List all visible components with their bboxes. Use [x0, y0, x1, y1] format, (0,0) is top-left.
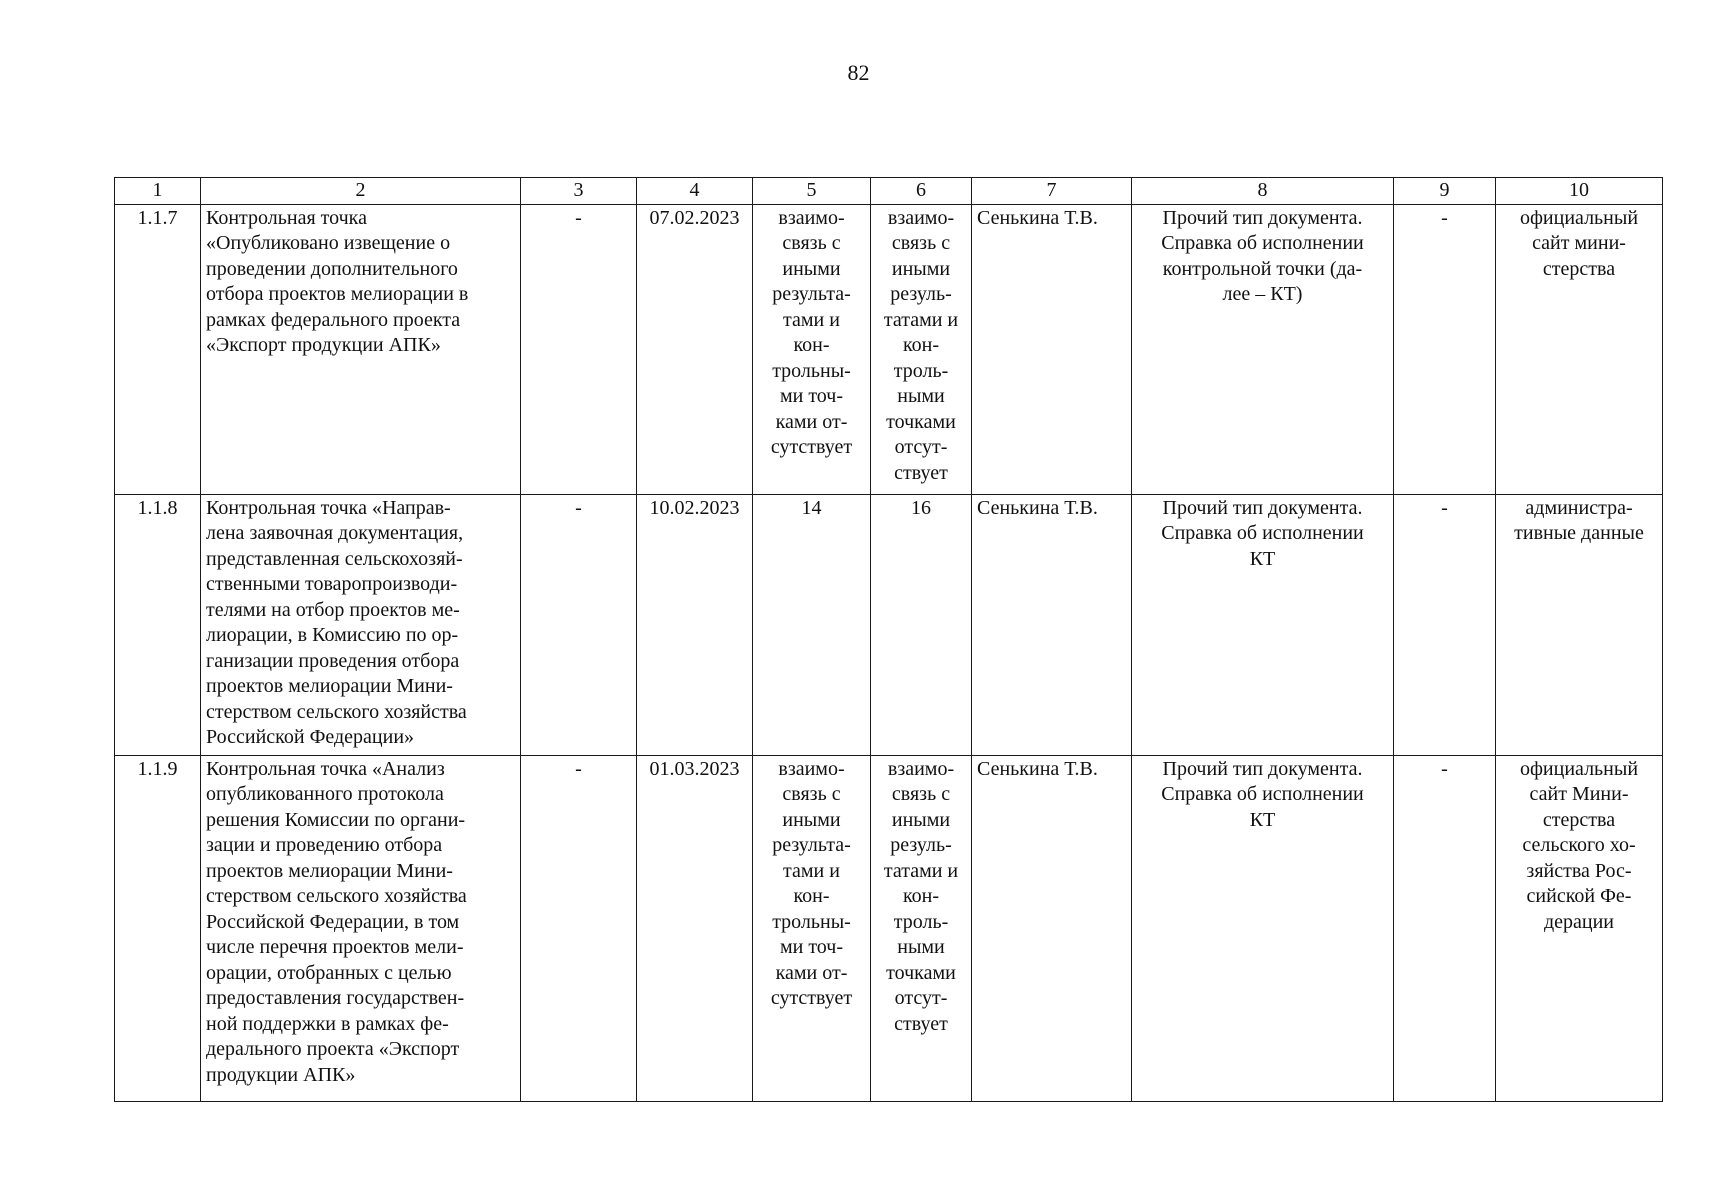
header-cell: 1 [115, 178, 201, 205]
row-number: 1.1.8 [115, 494, 201, 755]
header-cell: 2 [201, 178, 521, 205]
page-number: 82 [847, 60, 870, 85]
info-source: администра- тивные данные [1496, 494, 1663, 755]
date-value: 07.02.2023 [637, 204, 753, 494]
document-type: Прочий тип документа. Справка об исполнении КТ [1132, 494, 1394, 755]
control-point-name: Контрольная точка «Опубликовано извещение о проведении дополнительного отбора проектов мелиорации в рамках федерального проекта «Экспорт продукции АПК» [201, 204, 521, 494]
col5-value: 14 [753, 494, 871, 755]
col6-value: взаимо- связь с иными резуль- татами и кон- троль- ными точками отсут- ствует [871, 755, 972, 1101]
header-cell: 8 [1132, 178, 1394, 205]
info-source: официальный сайт Мини- стерства сельского хо- зяйства Рос- сийской Фе- дерации [1496, 755, 1663, 1101]
header-cell: 9 [1394, 178, 1496, 205]
col9-value: - [1394, 755, 1496, 1101]
table-header-row [115, 178, 1663, 205]
header-cell: 7 [972, 178, 1132, 205]
col5-value: взаимо- связь с иными результа- тами и кон- трольны- ми точ- ками от- сутствует [753, 755, 871, 1101]
col3-value: - [521, 494, 637, 755]
control-point-name: Контрольная точка «Анализ опубликованного протокола решения Комиссии по органи- зации и проведению отбора проектов мелиорации Мини- стерством сельского хозяйства Российской Федерации, в том числе перечня проектов мели- орации, отобранных с целью предоставления государствен- ной поддержки в рамках фе- дерального проекта «Экспорт продукции АПК» [201, 755, 521, 1101]
document-type: Прочий тип документа. Справка об исполнении КТ [1132, 755, 1394, 1101]
table-row [115, 494, 1663, 755]
date-value: 10.02.2023 [637, 494, 753, 755]
row-number: 1.1.7 [115, 204, 201, 494]
header-cell: 4 [637, 178, 753, 205]
table-row [115, 204, 1663, 494]
row-number: 1.1.9 [115, 755, 201, 1101]
table-row [115, 755, 1663, 1101]
col6-value: 16 [871, 494, 972, 755]
info-source: официальный сайт мини- стерства [1496, 204, 1663, 494]
col3-value: - [521, 755, 637, 1101]
control-points-table [114, 177, 1663, 1102]
responsible-person: Сенькина Т.В. [972, 204, 1132, 494]
control-point-name: Контрольная точка «Направ- лена заявочная документация, представленная сельскохозяй- ственными товаропроизводи- телями на отбор проектов ме- лиорации, в Комиссию по ор- ганизации проведения отбора проектов мелиорации Мини- стерством сельского хозяйства Российской Федерации» [201, 494, 521, 755]
responsible-person: Сенькина Т.В. [972, 755, 1132, 1101]
document-type: Прочий тип документа. Справка об исполнении контрольной точки (да- лее – КТ) [1132, 204, 1394, 494]
header-cell: 3 [521, 178, 637, 205]
header-cell: 6 [871, 178, 972, 205]
date-value: 01.03.2023 [637, 755, 753, 1101]
col5-value: взаимо- связь с иными результа- тами и кон- трольны- ми точ- ками от- сутствует [753, 204, 871, 494]
header-cell: 10 [1496, 178, 1663, 205]
col9-value: - [1394, 494, 1496, 755]
responsible-person: Сенькина Т.В. [972, 494, 1132, 755]
col9-value: - [1394, 204, 1496, 494]
col3-value: - [521, 204, 637, 494]
col6-value: взаимо- связь с иными резуль- татами и кон- троль- ными точками отсут- ствует [871, 204, 972, 494]
header-cell: 5 [753, 178, 871, 205]
